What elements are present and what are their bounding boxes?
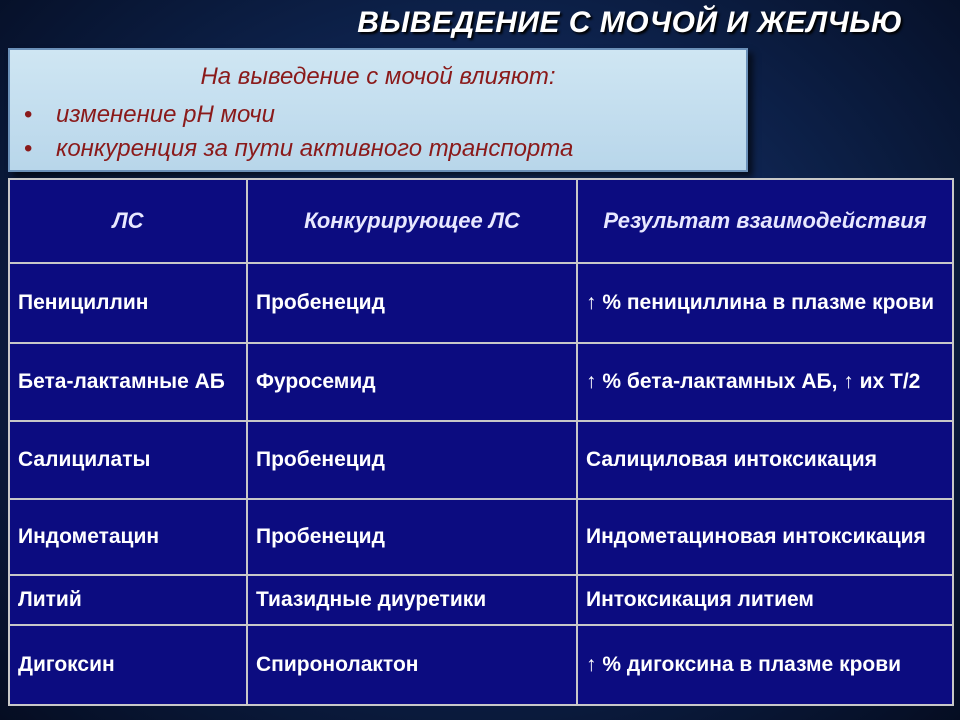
cell-competitor: Тиазидные диуретики bbox=[247, 575, 577, 625]
cell-result: Интоксикация литием bbox=[577, 575, 953, 625]
cell-result: Салициловая интоксикация bbox=[577, 421, 953, 499]
table-row bbox=[9, 625, 953, 705]
bullet-icon: • bbox=[24, 101, 33, 128]
cell-drug: Литий bbox=[9, 575, 247, 625]
header-result: Результат взаимодействия bbox=[577, 179, 953, 263]
cell-drug: Салицилаты bbox=[9, 421, 247, 499]
cell-drug: Пенициллин bbox=[9, 263, 247, 343]
cell-result: Индометациновая интоксикация bbox=[577, 499, 953, 575]
drug-interaction-table bbox=[8, 178, 954, 706]
info-bullet-item bbox=[24, 98, 573, 132]
cell-competitor: Спиронолактон bbox=[247, 625, 577, 705]
info-bullet-item bbox=[24, 132, 573, 166]
bullet-icon: • bbox=[24, 135, 33, 162]
cell-result: ↑ % бета-лактамных АБ, ↑ их Т/2 bbox=[577, 343, 953, 421]
cell-competitor: Пробенецид bbox=[247, 263, 577, 343]
cell-drug: Дигоксин bbox=[9, 625, 247, 705]
cell-result: ↑ % дигоксина в плазме крови bbox=[577, 625, 953, 705]
table-row bbox=[9, 421, 953, 499]
info-heading: На выведение с мочой влияют: bbox=[200, 63, 556, 90]
info-bullet-text: конкуренция за пути активного транспорта bbox=[56, 135, 574, 162]
cell-result: ↑ % пенициллина в плазме крови bbox=[577, 263, 953, 343]
header-drug: ЛС bbox=[9, 179, 247, 263]
slide-title: ВЫВЕДЕНИЕ С МОЧОЙ И ЖЕЛЧЬЮ bbox=[357, 6, 903, 39]
cell-competitor: Фуросемид bbox=[247, 343, 577, 421]
header-competitor: Конкурирующее ЛС bbox=[247, 179, 577, 263]
table-row bbox=[9, 263, 953, 343]
info-bullet-list bbox=[24, 98, 573, 166]
table-row bbox=[9, 499, 953, 575]
cell-competitor: Пробенецид bbox=[247, 499, 577, 575]
info-bullet-text: изменение рН мочи bbox=[56, 101, 275, 128]
cell-drug: Бета-лактамные АБ bbox=[9, 343, 247, 421]
table-row bbox=[9, 575, 953, 625]
cell-drug: Индометацин bbox=[9, 499, 247, 575]
table-header-row bbox=[9, 179, 953, 263]
cell-competitor: Пробенецид bbox=[247, 421, 577, 499]
table-row bbox=[9, 343, 953, 421]
info-box bbox=[8, 48, 748, 172]
